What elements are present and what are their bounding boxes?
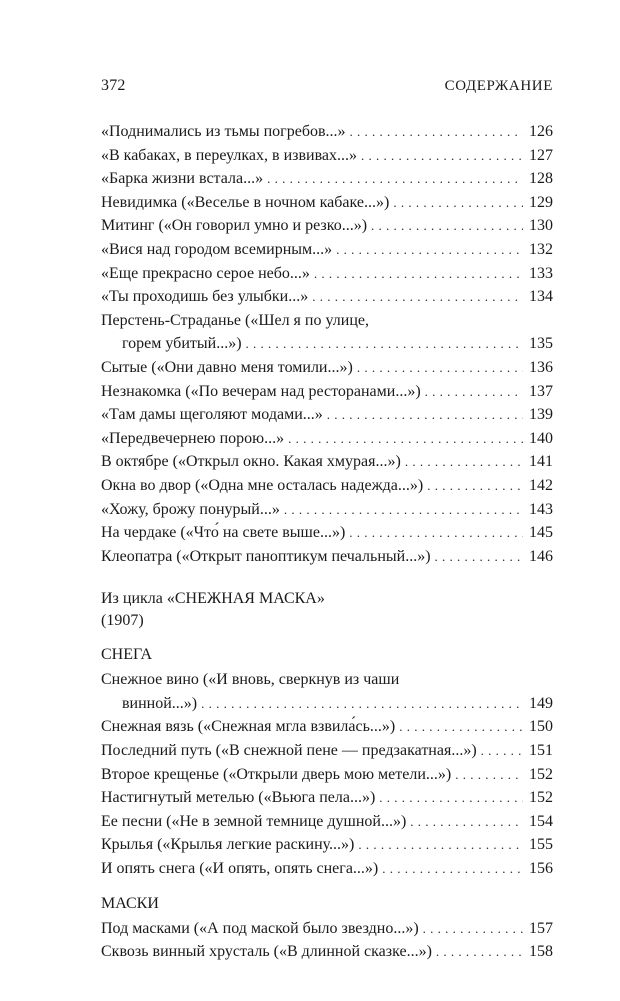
leader-dots bbox=[201, 692, 523, 716]
toc-entry-page: 137 bbox=[529, 382, 553, 400]
toc-entry-title-line2: горем убитый...») bbox=[122, 335, 242, 353]
toc-entry bbox=[101, 810, 553, 834]
table-of-contents bbox=[101, 120, 553, 964]
leader-dots bbox=[267, 167, 523, 191]
toc-entry-page: 156 bbox=[529, 860, 553, 878]
toc-entry bbox=[101, 238, 553, 262]
toc-entry-title: Крылья («Крылья легкие раскину...») bbox=[101, 836, 355, 854]
leader-dots bbox=[436, 940, 523, 964]
toc-entry bbox=[101, 763, 553, 787]
toc-entry-title: Окна во двор («Одна мне осталась надежда...») bbox=[101, 476, 424, 494]
leader-dots bbox=[312, 285, 523, 309]
toc-entry bbox=[101, 262, 553, 286]
toc-entry-title: «В кабаках, в переулках, в извивах...» bbox=[101, 146, 358, 164]
leader-dots bbox=[427, 474, 523, 498]
toc-entry bbox=[101, 739, 553, 763]
toc-entry-title: Клеопатра («Открыт паноптикум печальный...») bbox=[101, 547, 431, 565]
toc-entry-title: «Барка жизни встала...» bbox=[101, 170, 264, 188]
toc-entry-title: «Поднимались из тьмы погребов...» bbox=[101, 123, 346, 140]
toc-entry-page: 142 bbox=[529, 476, 553, 494]
toc-entry bbox=[101, 715, 553, 739]
leader-dots bbox=[405, 450, 523, 474]
leader-dots bbox=[379, 786, 523, 810]
leader-dots bbox=[284, 498, 523, 522]
toc-entry-continuation bbox=[101, 692, 553, 716]
toc-entry bbox=[101, 167, 553, 191]
toc-entry-page: 154 bbox=[529, 812, 553, 830]
toc-entry-page: 134 bbox=[529, 288, 553, 306]
leader-dots bbox=[246, 332, 523, 356]
toc-entry-title: Незнакомка («По вечерам над ресторанами...») bbox=[101, 382, 421, 400]
toc-entry bbox=[101, 356, 553, 380]
toc-entry bbox=[101, 144, 553, 168]
toc-entry bbox=[101, 285, 553, 309]
leader-dots bbox=[358, 833, 523, 857]
toc-entry bbox=[101, 917, 553, 941]
toc-entry-title-line1: Снежное вино («И вновь, сверкнув из чаши bbox=[101, 671, 400, 689]
leader-dots bbox=[361, 144, 523, 168]
leader-dots bbox=[371, 214, 523, 238]
leader-dots bbox=[393, 191, 523, 215]
toc-entry-continuation bbox=[101, 332, 553, 356]
leader-dots bbox=[455, 763, 523, 787]
toc-entry bbox=[101, 786, 553, 810]
toc-entry-page: 152 bbox=[529, 765, 553, 783]
toc-entry-title: «Там дамы щеголяют модами...» bbox=[101, 406, 323, 424]
toc-entry-title-line1: Перстень-Страданье («Шел я по улице, bbox=[101, 311, 369, 329]
toc-entry-page: 145 bbox=[529, 524, 553, 542]
cycle-year: (1907) bbox=[101, 612, 144, 630]
leader-dots bbox=[382, 857, 523, 881]
toc-entry bbox=[101, 545, 553, 569]
toc-entry bbox=[101, 214, 553, 238]
toc-entry-title: «Передвечернею порою...» bbox=[101, 429, 285, 447]
toc-entry-page: 149 bbox=[529, 694, 553, 712]
toc-entry-page: 155 bbox=[529, 836, 553, 854]
toc-entry-title: «Вися над городом всемирным...» bbox=[101, 240, 333, 258]
toc-entry-page: 151 bbox=[529, 742, 553, 760]
toc-entry-page: 136 bbox=[529, 358, 553, 376]
leader-dots bbox=[336, 238, 523, 262]
toc-entry-title: Настигнутый метелью («Вьюга пела...») bbox=[101, 789, 376, 807]
toc-entry-page: 128 bbox=[529, 170, 553, 188]
toc-entry bbox=[101, 403, 553, 427]
toc-entry-title: В октябре («Открыл окно. Какая хмурая...») bbox=[101, 453, 401, 471]
leader-dots bbox=[349, 521, 523, 545]
toc-entry-page: 133 bbox=[529, 264, 553, 282]
page-header bbox=[101, 76, 553, 96]
leader-dots bbox=[423, 917, 523, 941]
leader-dots bbox=[425, 380, 523, 404]
toc-entry bbox=[101, 450, 553, 474]
toc-entry bbox=[101, 380, 553, 404]
toc-entry-title: Снежная вязь («Снежная мгла взвила́сь...») bbox=[101, 718, 396, 736]
toc-entry-page: 132 bbox=[529, 240, 553, 258]
toc-entry-page: 152 bbox=[529, 789, 553, 807]
toc-entry bbox=[101, 857, 553, 881]
toc-entry-multiline bbox=[101, 309, 553, 333]
toc-entry bbox=[101, 120, 553, 144]
toc-entry-page: 146 bbox=[529, 547, 553, 565]
toc-entry-page: 150 bbox=[529, 718, 553, 736]
toc-entry-title: И опять снега («И опять, опять снега...») bbox=[101, 860, 379, 878]
toc-entry-page: 139 bbox=[529, 406, 553, 424]
leader-dots bbox=[314, 262, 523, 286]
toc-entry-page: 129 bbox=[529, 193, 553, 211]
toc-entry bbox=[101, 521, 553, 545]
toc-entry-page: 127 bbox=[529, 146, 553, 164]
section-title-snow: СНЕГА bbox=[101, 646, 153, 664]
leader-dots bbox=[288, 427, 523, 451]
toc-entry bbox=[101, 833, 553, 857]
toc-entry-multiline bbox=[101, 668, 553, 692]
toc-entry-title: Последний путь («В снежной пене — предзакатная...») bbox=[101, 742, 477, 760]
toc-entry bbox=[101, 940, 553, 964]
page-number: 372 bbox=[101, 77, 126, 94]
leader-dots bbox=[327, 403, 523, 427]
toc-entry-title: На чердаке («Что́ на свете выше...») bbox=[101, 524, 346, 542]
toc-entry-page: 158 bbox=[529, 943, 553, 961]
toc-entry-title: Сквозь винный хрусталь («В длинной сказке...») bbox=[101, 943, 432, 961]
toc-entry-title: Второе крещенье («Открыли дверь мою метели...») bbox=[101, 765, 452, 783]
leader-dots bbox=[357, 356, 523, 380]
toc-entry-title: Сытые («Они давно меня томили...») bbox=[101, 358, 353, 376]
toc-entry-title-line2: винной...») bbox=[122, 694, 198, 712]
toc-entry bbox=[101, 474, 553, 498]
toc-entry-page: 126 bbox=[529, 123, 553, 140]
toc-entry-title: «Еще прекрасно серое небо...» bbox=[101, 264, 310, 282]
toc-entry bbox=[101, 191, 553, 215]
toc-entry bbox=[101, 427, 553, 451]
toc-entry-page: 143 bbox=[529, 500, 553, 518]
toc-entry-page: 157 bbox=[529, 919, 553, 937]
toc-entry-title: Под масками («А под маской было звездно...») bbox=[101, 919, 419, 937]
toc-entry-page: 141 bbox=[529, 453, 553, 471]
leader-dots bbox=[481, 739, 523, 763]
leader-dots bbox=[399, 715, 523, 739]
toc-entry-title: Невидимка («Веселье в ночном кабаке...») bbox=[101, 193, 390, 211]
toc-entry-page: 140 bbox=[529, 429, 553, 447]
toc-entry-title: Митинг («Он говорил умно и резко...») bbox=[101, 217, 368, 235]
cycle-title: Из цикла «СНЕЖНАЯ МАСКА» bbox=[101, 590, 325, 608]
toc-entry-page: 130 bbox=[529, 217, 553, 235]
toc-entry bbox=[101, 498, 553, 522]
section-title-masks: МАСКИ bbox=[101, 894, 159, 912]
leader-dots bbox=[350, 120, 523, 144]
running-title: СОДЕРЖАНИЕ bbox=[444, 78, 553, 94]
leader-dots bbox=[435, 545, 523, 569]
leader-dots bbox=[410, 810, 523, 834]
toc-entry-title: «Хожу, брожу понурый...» bbox=[101, 500, 280, 518]
toc-entry-page: 135 bbox=[529, 335, 553, 353]
toc-entry-title: «Ты проходишь без улыбки...» bbox=[101, 288, 309, 306]
toc-entry-title: Ее песни («Не в земной темнице душной...») bbox=[101, 812, 407, 830]
